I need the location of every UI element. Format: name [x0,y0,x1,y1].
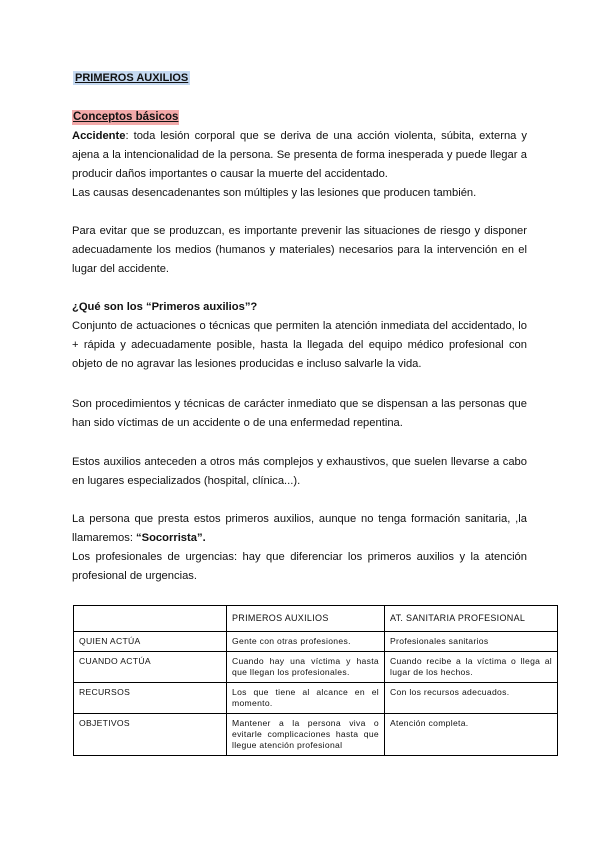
table-cell: Profesionales sanitarios [385,632,558,652]
text-line: Estos auxilios anteceden a otros más complejos y exhaustivos, que suelen llevarse a cabo [72,456,527,468]
text-line: adecuadamente los medios (humanos y materiales) necesarios para la intervención en el [72,244,527,256]
text-line [72,127,527,146]
socorrista-term: “Socorrista”. [136,532,206,544]
comparison-table [73,605,558,756]
table-cell: Atención completa. [385,714,558,756]
text-line: en lugares especializados (hospital, clínica...). [72,475,301,487]
text-line: objeto de no agravar las lesiones producidas e incluso salvarle la vida. [72,358,422,370]
que-son-section [72,298,527,374]
prevenir-paragraph [72,222,527,279]
text-line: Para evitar que se produzcan, es importante prevenir las situaciones de riesgo y disponer [72,225,527,237]
table-cell: Mantener a la persona viva o evitarle complicaciones hasta que llegue atención profesional [227,714,385,756]
table-header-cell: AT. SANITARIA PROFESIONAL [385,606,558,632]
table-cell: Cuando hay una víctima y hasta que llegan los profesionales. [227,652,385,683]
text-line: han sido víctimas de un accidente o de una enfermedad repentina. [72,417,403,429]
text-line: producir daños importantes o causar la muerte del accidentado. [72,168,388,180]
table-header-cell: PRIMEROS AUXILIOS [227,606,385,632]
table-cell: OBJETIVOS [74,714,227,756]
socorrista-paragraph [72,510,527,586]
table-row [74,632,558,652]
section-heading: Conceptos básicos [73,111,179,123]
text-line: Las causas desencadenantes son múltiples y las lesiones que producen también. [72,187,477,199]
table-cell: CUANDO ACTÚA [74,652,227,683]
subsection-heading: ¿Qué son los “Primeros auxilios”? [72,301,258,313]
table-row [74,714,558,756]
term-accidente: Accidente [72,130,126,142]
text-line: Son procedimientos y técnicas de carácter inmediato que se dispensan a las personas que [72,398,527,410]
table-cell: RECURSOS [74,683,227,714]
text-line: La persona que presta estos primeros auxilios, aunque no tenga formación sanitaria, ,la [72,513,527,525]
text-line: lugar del accidente. [72,263,170,275]
table-cell: Gente con otras profesiones. [227,632,385,652]
table-header-cell [74,606,227,632]
text-line [72,529,527,548]
text-line: + rápida y adecuadamente posible, hasta la llegada del equipo médico profesional con [72,339,527,351]
llamaremos-text: llamaremos: [72,532,137,544]
table-cell: Los que tiene al alcance en el momento. [227,683,385,714]
table-cell: QUIEN ACTÚA [74,632,227,652]
auxilios-paragraph [72,453,527,491]
text-line: profesional de urgencias. [72,570,198,582]
text-line: Los profesionales de urgencias: hay que diferenciar los primeros auxilios y la atención [72,551,527,563]
table-cell: Cuando recibe a la víctima o llega al lugar de los hechos. [385,652,558,683]
text-line: Conjunto de actuaciones o técnicas que permiten la atención inmediata del accidentado, lo [72,320,527,332]
table-cell: Con los recursos adecuados. [385,683,558,714]
table-row [74,652,558,683]
page-title: PRIMEROS AUXILIOS [75,72,189,84]
text-line: ajena a la intencionalidad de la persona. Se presenta de forma inesperada y puede llegar a [72,149,527,161]
table-header-row [74,606,558,632]
table-row [74,683,558,714]
procedimientos-paragraph [72,395,527,433]
accidente-paragraph [72,127,527,203]
accidente-definition: : toda lesión corporal que se deriva de una acción violenta, súbita, externa y [125,130,527,142]
